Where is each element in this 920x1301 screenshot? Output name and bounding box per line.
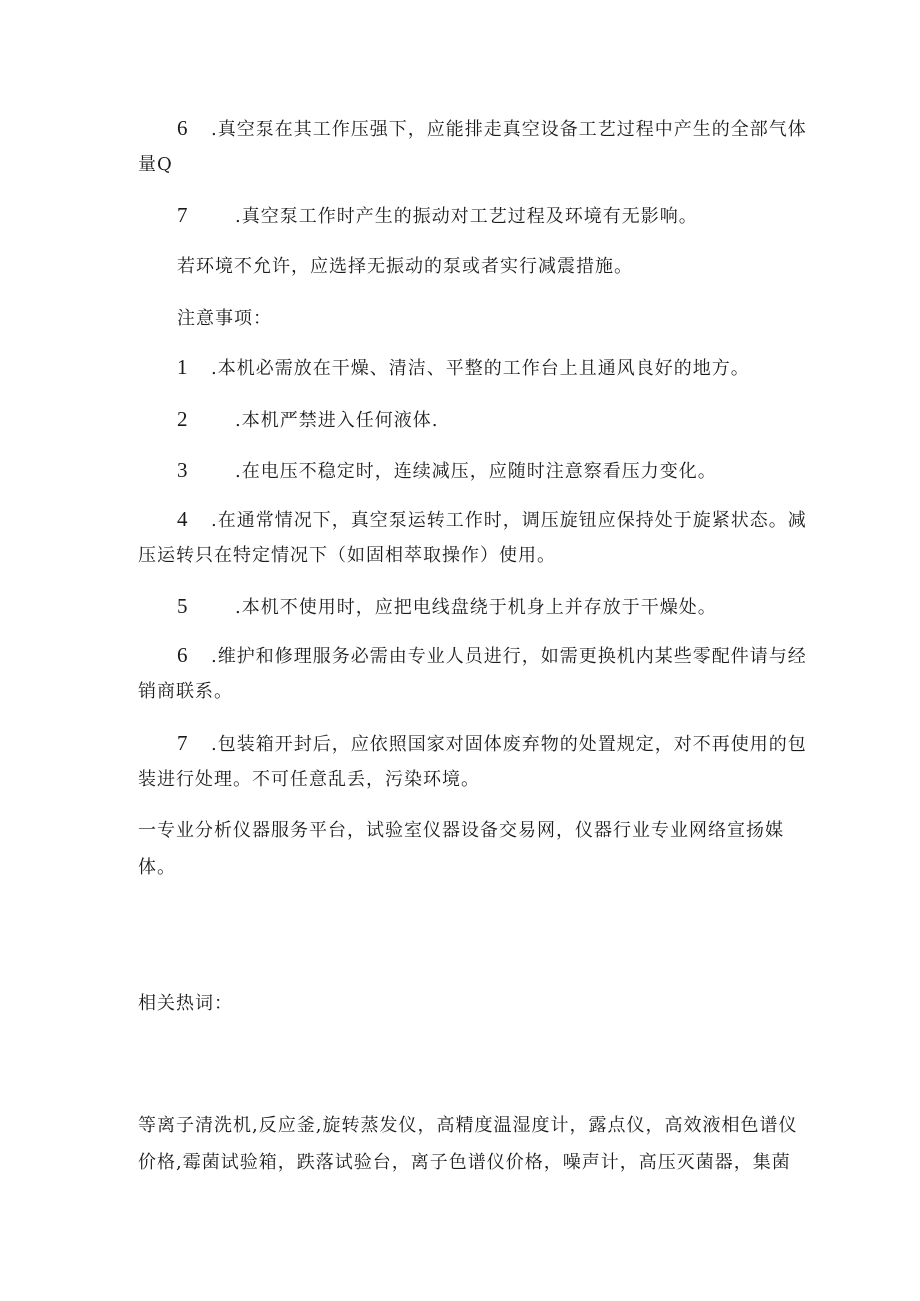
note-2-text: .本机严禁进入任何液体. — [235, 410, 439, 431]
note-2-number: 2 — [177, 407, 189, 431]
note-6-line2: 销商联系。 — [138, 681, 233, 702]
note-6-text: .维护和修理服务必需由专业人员进行，如需更换机内某些零配件请与经 — [211, 646, 807, 667]
note-7-text: .包装箱开封后，应依照国家对固体废弃物的处置规定，对不再使用的包 — [211, 734, 807, 755]
note-6-line1 — [177, 643, 807, 669]
req-6-number: 6 — [177, 116, 189, 140]
req-6-line1 — [177, 116, 807, 142]
req-7 — [177, 203, 698, 229]
note-4-line1 — [177, 507, 807, 533]
platform-line1: 一专业分析仪器服务平台，试验室仪器设备交易网，仪器行业专业网络宣扬媒 — [138, 820, 784, 841]
note-7-line2: 装进行处理。不可任意乱丢，污染环境。 — [138, 769, 480, 790]
note-5-number: 5 — [177, 594, 189, 618]
req-7-text: .真空泵工作时产生的振动对工艺过程及环境有无影响。 — [235, 206, 698, 227]
env-paragraph: 若环境不允许，应选择无振动的泵或者实行减震措施。 — [177, 256, 633, 277]
note-3-number: 3 — [177, 458, 189, 482]
note-3 — [177, 458, 717, 484]
req-7-number: 7 — [177, 203, 189, 227]
note-4-line2: 压运转只在特定情况下（如固相萃取操作）使用。 — [138, 545, 556, 566]
note-5-text: .本机不使用时，应把电线盘绕于机身上并存放于干燥处。 — [235, 597, 717, 618]
note-3-text: .在电压不稳定时，连续减压，应随时注意察看压力变化。 — [235, 461, 717, 482]
note-4-text: .在通常情况下，真空泵运转工作时，调压旋钮应保持处于旋紧状态。减 — [211, 510, 807, 531]
note-1-number: 1 — [177, 355, 189, 379]
req-6-line2: 量Q — [138, 154, 173, 175]
keywords-line2: 价格,霉菌试验箱，跌落试验台，离子色谱仪价格，噪声计，高压灭菌器，集菌 — [138, 1152, 791, 1173]
req-6-text: .真空泵在其工作压强下，应能排走真空设备工艺过程中产生的全部气体 — [211, 119, 807, 140]
keywords-line1: 等离子清洗机,反应釜,旋转蒸发仪，高精度温湿度计，露点仪，高效液相色谱仪 — [138, 1115, 798, 1136]
note-7-number: 7 — [177, 731, 189, 755]
note-5 — [177, 594, 717, 620]
note-6-number: 6 — [177, 643, 189, 667]
note-2 — [177, 407, 438, 433]
notes-title: 注意事项： — [177, 308, 272, 329]
note-4-number: 4 — [177, 507, 189, 531]
note-1-text: .本机必需放在干燥、清洁、平整的工作台上且通风良好的地方。 — [211, 358, 750, 379]
note-7-line1 — [177, 731, 807, 757]
platform-line2: 体。 — [138, 857, 176, 878]
hot-words-title: 相关热词： — [138, 993, 233, 1014]
note-1 — [177, 355, 750, 381]
